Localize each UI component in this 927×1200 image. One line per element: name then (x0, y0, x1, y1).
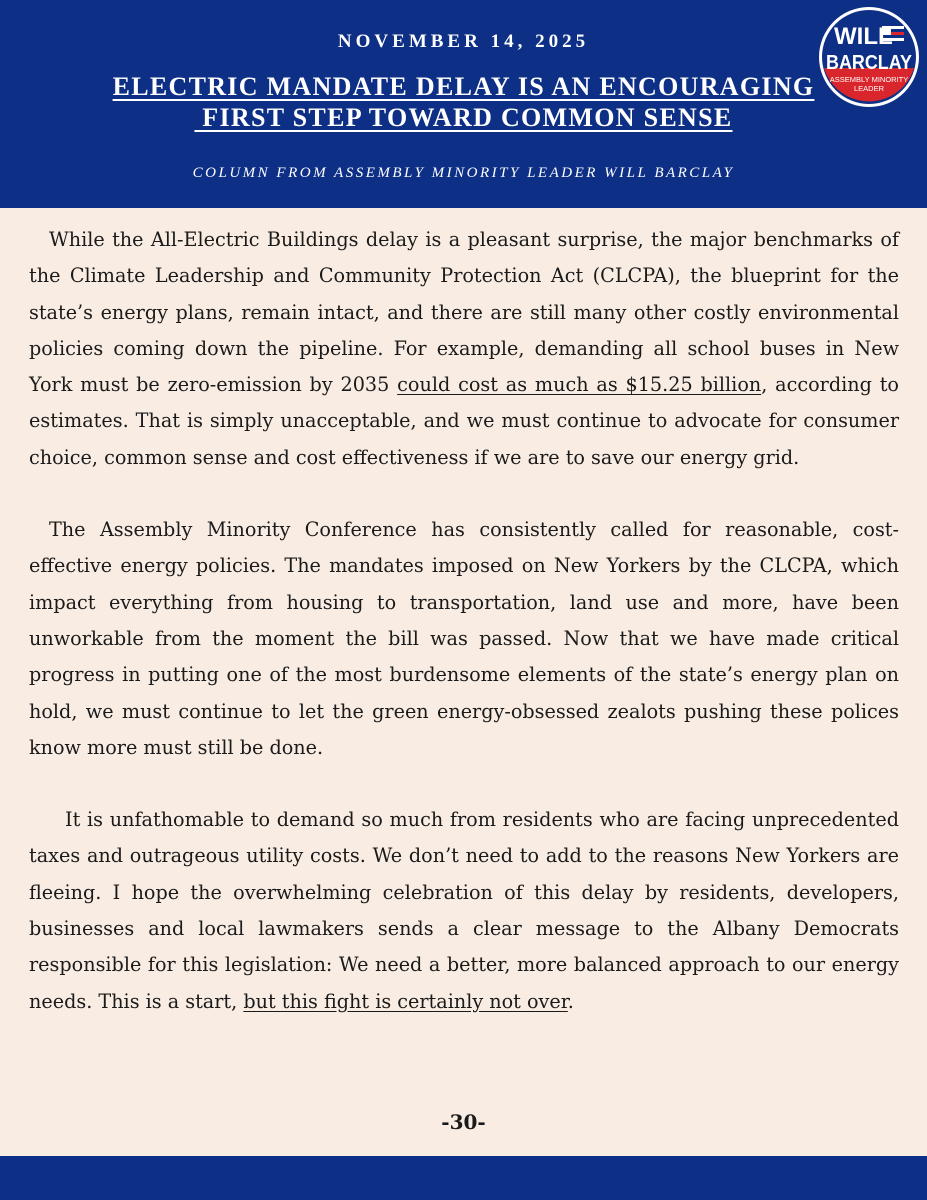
paragraph-3-text-end: . (567, 989, 574, 1013)
fight-not-over-link[interactable]: but this fight is certainly not over (243, 989, 568, 1013)
paragraph-3 (29, 802, 899, 1020)
article-body (29, 222, 899, 1056)
headline-line-2: FIRST STEP TOWARD COMMON SENSE (194, 103, 733, 132)
logo-will: WILL (834, 23, 893, 50)
end-mark: -30- (441, 1110, 486, 1134)
column-byline: COLUMN FROM ASSEMBLY MINORITY LEADER WILL BARCLAY (192, 165, 735, 181)
header-banner (0, 0, 927, 208)
will-barclay-logo (818, 6, 920, 108)
paragraph-1-text-end: , according to estimates. That is simply unacceptable, and we must continue to advocate for consumer choice, common sense and cost effectiveness if we are to save our energy grid. (29, 373, 899, 469)
paragraph-1 (29, 222, 899, 476)
logo-barclay: BARCLAY (826, 52, 913, 74)
logo-subtitle: ASSEMBLY MINORITY (829, 75, 909, 84)
cost-estimate-link[interactable]: could cost as much as $15.25 billion (397, 373, 762, 397)
logo-leader: LEADER (853, 84, 885, 93)
release-date: NOVEMBER 14, 2025 (337, 31, 590, 52)
paragraph-3-text: It is unfathomable to demand so much from residents who are facing unprecedented taxes and outrageous utility costs. We don’t need to add to the reasons New Yorkers are fleeing. I hope the overwhelming celebration of this delay by residents, developers, businesses and local lawmakers sends a clear message to the Albany Democrats responsible for this legislation: We need a better, more balanced approach to our energy needs. This is a start, (29, 808, 899, 1013)
headline (0, 71, 927, 133)
paragraph-1-text: While the All-Electric Buildings delay is a pleasant surprise, the major benchmarks of the Climate Leadership and Community Protection Act (CLCPA), the blueprint for the state’s energy plans, remain intact, and there are still many other costly environmental policies coming down the pipeline. For example, demanding all school buses in New York must be zero-emission by 2035 (29, 228, 899, 397)
footer-bar (0, 1156, 927, 1200)
paragraph-2: The Assembly Minority Conference has consistently called for reasonable, cost-effective energy policies. The mandates imposed on New Yorkers by the CLCPA, which impact everything from housing to transportation, land use and more, have been unworkable from the moment the bill was passed. Now that we have made critical progress in putting one of the most burdensome elements of the state’s energy plan on hold, we must continue to let the green energy-obsessed zealots pushing these polices know more must still be done. (29, 518, 899, 759)
headline-line-1: ELECTRIC MANDATE DELAY IS AN ENCOURAGING (112, 72, 815, 101)
